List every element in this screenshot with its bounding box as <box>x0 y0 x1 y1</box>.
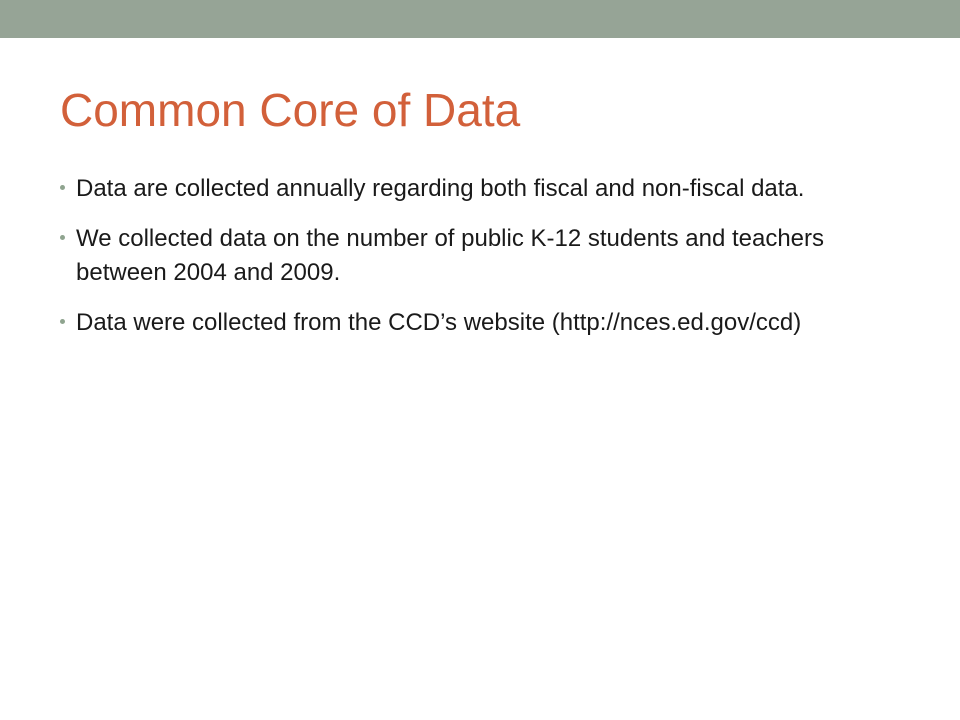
bullet-list <box>60 172 900 356</box>
slide-title: Common Core of Data <box>60 84 521 136</box>
bullet-dot-icon <box>60 185 65 190</box>
bullet-text: Data are collected annually regarding both fiscal and non-fiscal data. <box>76 175 805 202</box>
bullet-text: We collected data on the number of public K-12 students and teachers between 2004 and 2009. <box>76 225 825 286</box>
top-accent-band <box>0 0 960 38</box>
bullet-item-ccd-website <box>60 306 900 340</box>
bullet-item-annual-data <box>60 172 900 206</box>
bullet-dot-icon <box>60 319 65 324</box>
bullet-item-students-teachers <box>60 222 900 290</box>
bullet-text: Data were collected from the CCD’s website (http://nces.ed.gov/ccd) <box>76 309 802 336</box>
bullet-dot-icon <box>60 235 65 240</box>
